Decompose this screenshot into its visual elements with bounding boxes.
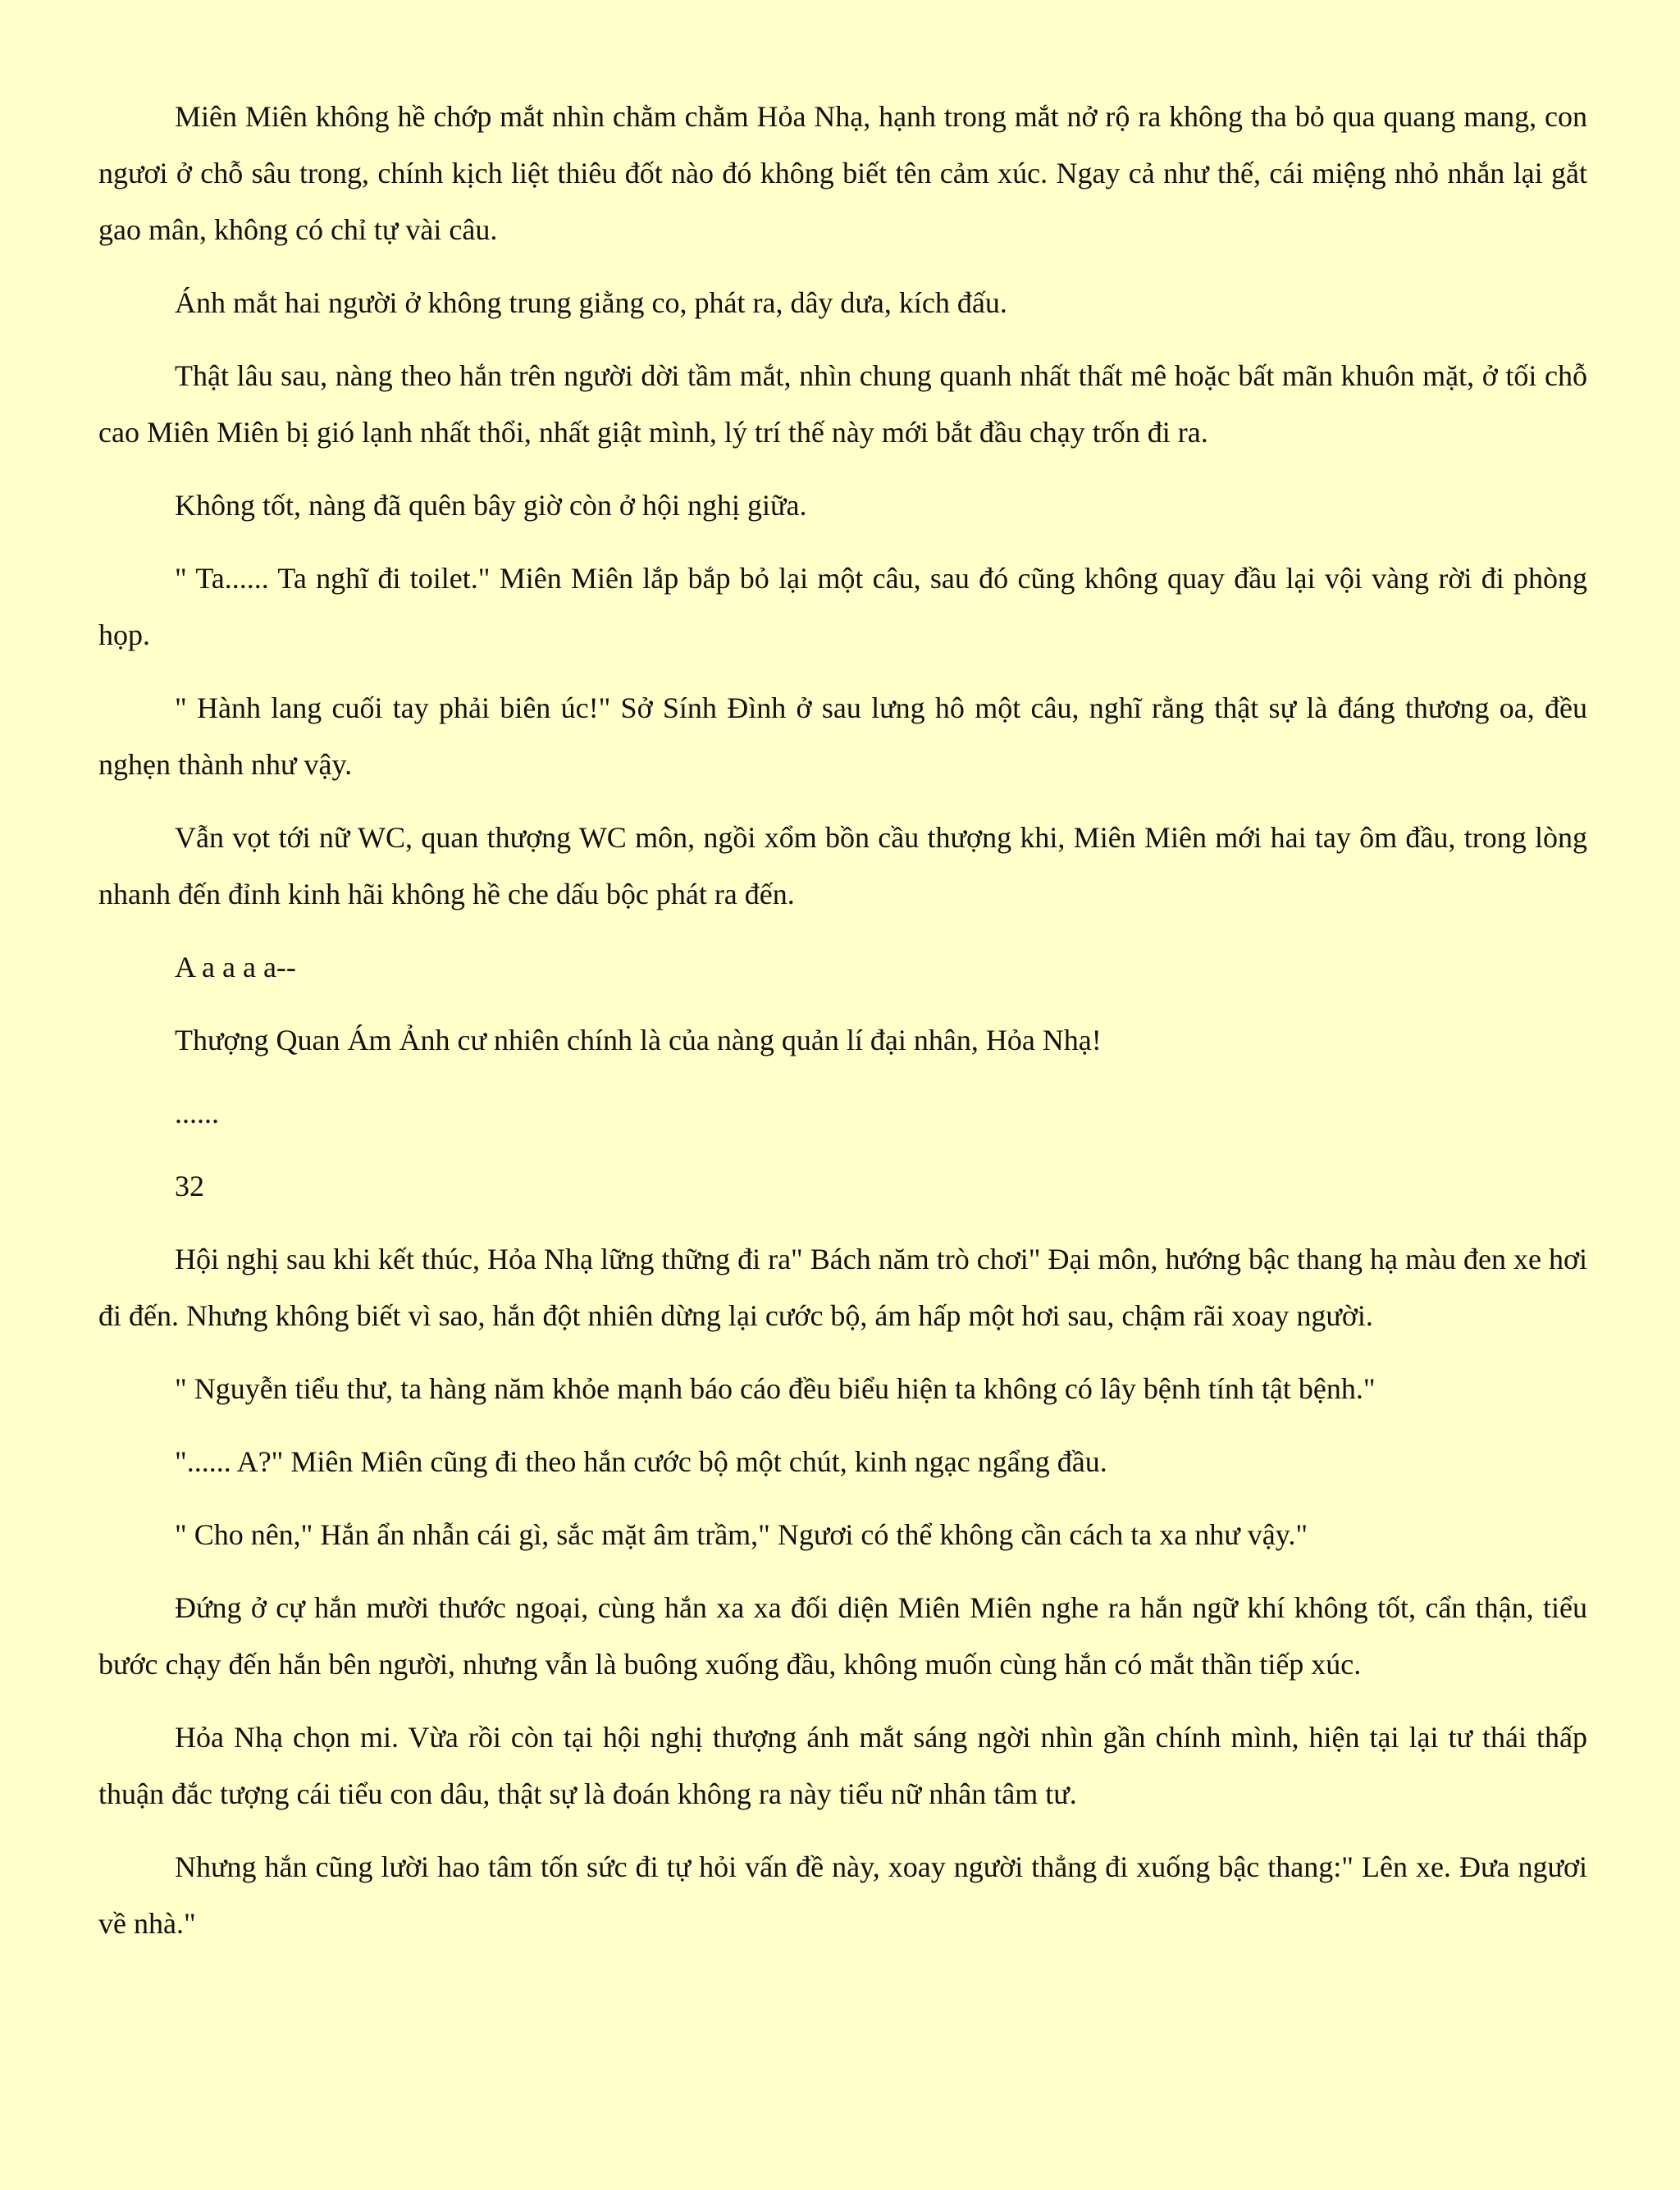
paragraph: Thật lâu sau, nàng theo hắn trên người dời tầm mắt, nhìn chung quanh nhất thất mê hoặc bất mãn khuôn mặt, ở tối chỗ cao Miên Miên bị gió lạnh nhất thổi, nhất giật mình, lý trí thế này mới bắt đầu chạy trốn đi ra. (98, 359, 1587, 449)
ellipsis-separator: ...... (175, 1097, 219, 1129)
paragraph: Vẫn vọt tới nữ WC, quan thượng WC môn, ngồi xổm bồn cầu thượng khi, Miên Miên mới hai tay ôm đầu, trong lòng nhanh đến đỉnh kinh hãi không hề che dấu bộc phát ra đến. (98, 821, 1587, 910)
paragraph: A a a a a-- (175, 951, 296, 983)
paragraph: "...... A?" Miên Miên cũng đi theo hắn cước bộ một chút, kinh ngạc ngẩng đầu. (175, 1445, 1107, 1478)
paragraph: " Nguyễn tiểu thư, ta hàng năm khỏe mạnh báo cáo đều biểu hiện ta không có lây bệnh tính tật bệnh." (175, 1372, 1376, 1405)
paragraph: " Ta...... Ta nghĩ đi toilet." Miên Miên lắp bắp bỏ lại một câu, sau đó cũng không quay đầu lại vội vàng rời đi phòng họp. (98, 562, 1587, 651)
paragraph: Không tốt, nàng đã quên bây giờ còn ở hội nghị giữa. (175, 489, 807, 522)
paragraph: Đứng ở cự hắn mười thước ngoại, cùng hắn xa xa đối diện Miên Miên nghe ra hắn ngữ khí không tốt, cẩn thận, tiểu bước chạy đến hắn bên người, nhưng vẫn là buông xuống đầu, không muốn cùng hắn có mắt thần tiếp xúc. (98, 1591, 1587, 1681)
chapter-number: 32 (175, 1170, 204, 1202)
paragraph: Hỏa Nhạ chọn mi. Vừa rồi còn tại hội nghị thượng ánh mắt sáng ngời nhìn gần chính mình, hiện tại lại tư thái thấp thuận đắc tượng cái tiểu con dâu, thật sự là đoán không ra này tiểu nữ nhân tâm tư. (98, 1721, 1587, 1810)
paragraph: " Cho nên," Hắn ẩn nhẫn cái gì, sắc mặt âm trầm," Ngươi có thể không cần cách ta xa như vậy." (175, 1518, 1308, 1551)
document-page (98, 89, 1587, 1969)
paragraph: Thượng Quan Ám Ảnh cư nhiên chính là của nàng quản lí đại nhân, Hỏa Nhạ! (175, 1024, 1102, 1056)
paragraph: Nhưng hắn cũng lười hao tâm tốn sức đi tự hỏi vấn đề này, xoay người thẳng đi xuống bậc thang:" Lên xe. Đưa ngươi về nhà." (98, 1850, 1587, 1940)
paragraph: " Hành lang cuối tay phải biên úc!" Sở Sính Đình ở sau lưng hô một câu, nghĩ rằng thật sự là đáng thương oa, đều nghẹn thành như vậy. (98, 691, 1587, 781)
paragraph: Ánh mắt hai người ở không trung giằng co, phát ra, dây dưa, kích đấu. (175, 286, 1007, 319)
paragraph: Hội nghị sau khi kết thúc, Hỏa Nhạ lững thững đi ra" Bách năm trò chơi" Đại môn, hướng bậc thang hạ màu đen xe hơi đi đến. Nhưng không biết vì sao, hắn đột nhiên dừng lại cước bộ, ám hấp một hơi sau, chậm rãi xoay người. (98, 1243, 1587, 1332)
paragraph: Miên Miên không hề chớp mắt nhìn chằm chằm Hỏa Nhạ, hạnh trong mắt nở rộ ra không tha bỏ qua quang mang, con ngươi ở chỗ sâu trong, chính kịch liệt thiêu đốt nào đó không biết tên cảm xúc. Ngay cả như thế, cái miệng nhỏ nhắn lại gắt gao mân, không có chỉ tự vài câu. (98, 100, 1587, 246)
